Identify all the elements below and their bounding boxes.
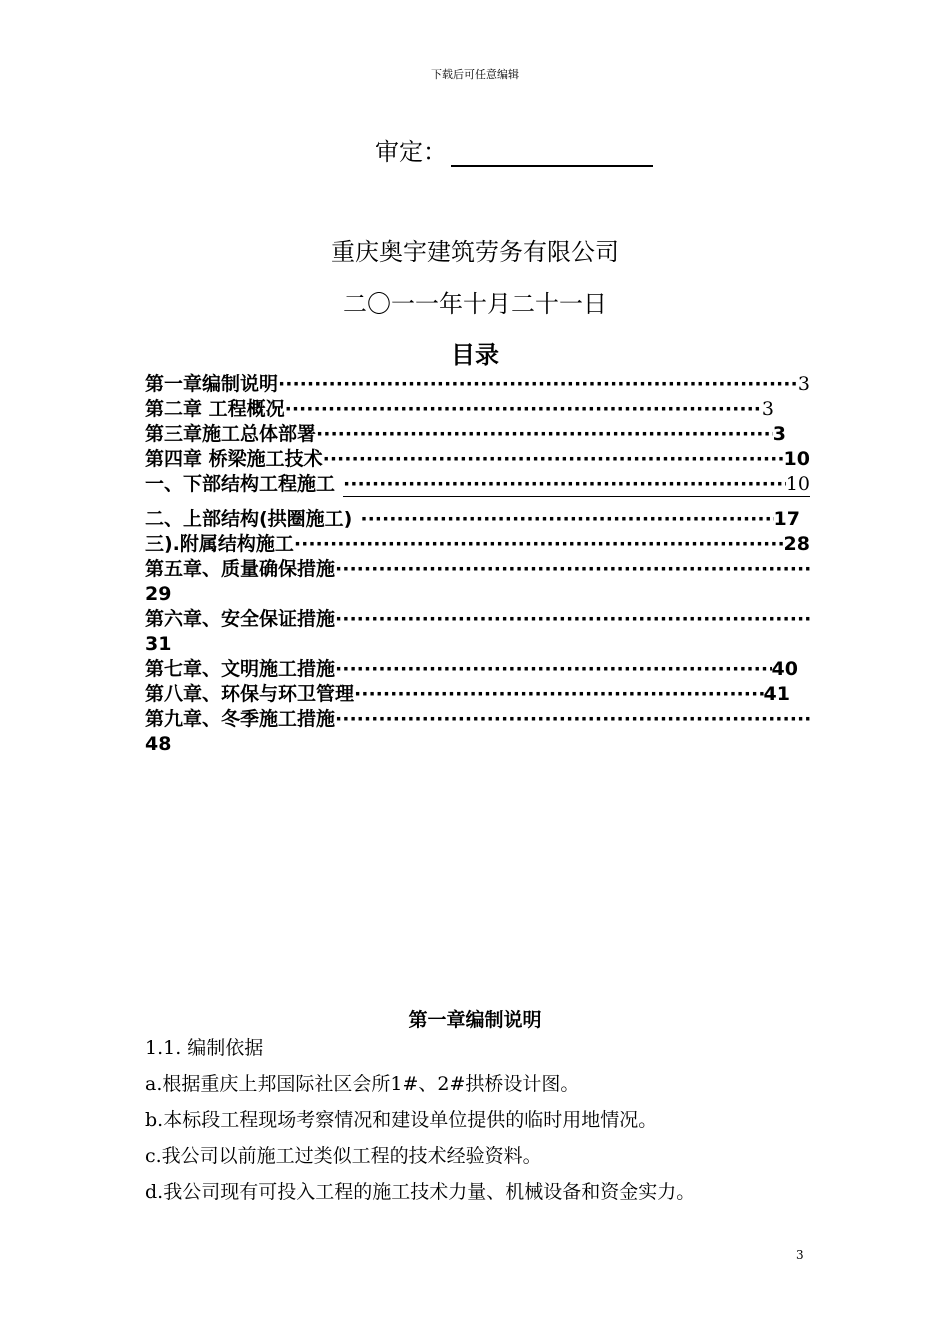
toc-entry-label: 第三章施工总体部署 [145, 423, 317, 445]
toc-entry-label: 第二章 工程概况 [145, 398, 285, 420]
toc-entry-page: 48 [145, 733, 172, 755]
toc-leader-dots [335, 707, 810, 732]
toc-leader-dots [335, 557, 810, 582]
toc-leader-dots [323, 447, 784, 472]
toc-entry[interactable] [145, 372, 810, 397]
page-number: 3 [796, 1248, 804, 1262]
toc-leader-dots [335, 607, 810, 632]
toc-entry[interactable] [145, 707, 810, 732]
toc-entry-page: 29 [145, 583, 172, 605]
toc-leader-dots [278, 372, 798, 397]
toc-entry[interactable] [145, 447, 810, 472]
header-note: 下载后可任意编辑 [431, 68, 519, 81]
body-paragraph: c.我公司以前施工过类似工程的技术经验资料。 [145, 1145, 542, 1167]
toc-entry-label: 第五章、质量确保措施 [145, 558, 336, 580]
toc-entry-label: 第八章、环保与环卫管理 [145, 683, 355, 705]
toc-leader-dots [354, 682, 764, 707]
toc-leader-dots [285, 397, 762, 422]
toc-entry[interactable] [145, 657, 810, 682]
toc-entry-label: 第四章 桥梁施工技术 [145, 448, 323, 470]
toc-leader-dots [294, 532, 784, 557]
toc-entry[interactable] [145, 397, 810, 422]
approval-label: 审定： [375, 138, 447, 166]
toc-entry-page: 3 [772, 423, 786, 445]
toc-entry-page: 17 [773, 508, 800, 530]
toc-entry-page: 41 [763, 683, 790, 705]
toc-leader-dots [360, 507, 773, 532]
toc-entry-page: 3 [797, 373, 810, 395]
company-name: 重庆奥宇建筑劳务有限公司 [331, 238, 619, 266]
toc-title: 目录 [451, 341, 499, 369]
toc-entry-label: 第九章、冬季施工措施 [145, 708, 336, 730]
toc-leader-dots [335, 657, 772, 682]
toc-entry-page: 31 [145, 633, 172, 655]
toc-entry-label: 一、下部结构工程施工 [145, 473, 336, 495]
toc-entry[interactable] [145, 557, 810, 582]
toc-entry[interactable] [145, 607, 810, 632]
toc-entry-label: 第一章编制说明 [145, 373, 279, 395]
table-of-contents [145, 372, 810, 757]
toc-leader-dots [343, 472, 786, 497]
toc-entry[interactable] [145, 422, 810, 447]
toc-entry[interactable] [145, 532, 810, 557]
toc-leader-dots [316, 422, 773, 447]
toc-entry[interactable] [145, 472, 810, 497]
toc-entry-label: 二、上部结构(拱圈施工) [145, 508, 353, 530]
body-paragraph: d.我公司现有可投入工程的施工技术力量、机械设备和资金实力。 [145, 1181, 696, 1203]
toc-entry[interactable] [145, 682, 810, 707]
section-heading: 1.1. 编制依据 [145, 1037, 264, 1059]
body-paragraph: b.本标段工程现场考察情况和建设单位提供的临时用地情况。 [145, 1109, 658, 1131]
toc-entry-page: 3 [761, 398, 774, 420]
toc-entry-label: 第六章、安全保证措施 [145, 608, 336, 630]
approval-signature-blank [451, 139, 653, 167]
toc-entry[interactable] [145, 507, 810, 532]
chapter-body [145, 1030, 845, 1210]
toc-entry-label: 三).附属结构施工 [145, 533, 294, 555]
toc-entry-page: 28 [783, 533, 810, 555]
toc-entry-page: 10 [783, 448, 810, 470]
document-date: 二〇一一年十月二十一日 [343, 290, 607, 318]
chapter-title: 第一章编制说明 [408, 1009, 542, 1031]
toc-entry-label: 第七章、文明施工措施 [145, 658, 336, 680]
toc-entry-page: 40 [771, 658, 798, 680]
toc-entry-page: 10 [785, 473, 810, 495]
approval-line [375, 132, 653, 167]
body-paragraph: a.根据重庆上邦国际社区会所1#、2#拱桥设计图。 [145, 1073, 580, 1095]
